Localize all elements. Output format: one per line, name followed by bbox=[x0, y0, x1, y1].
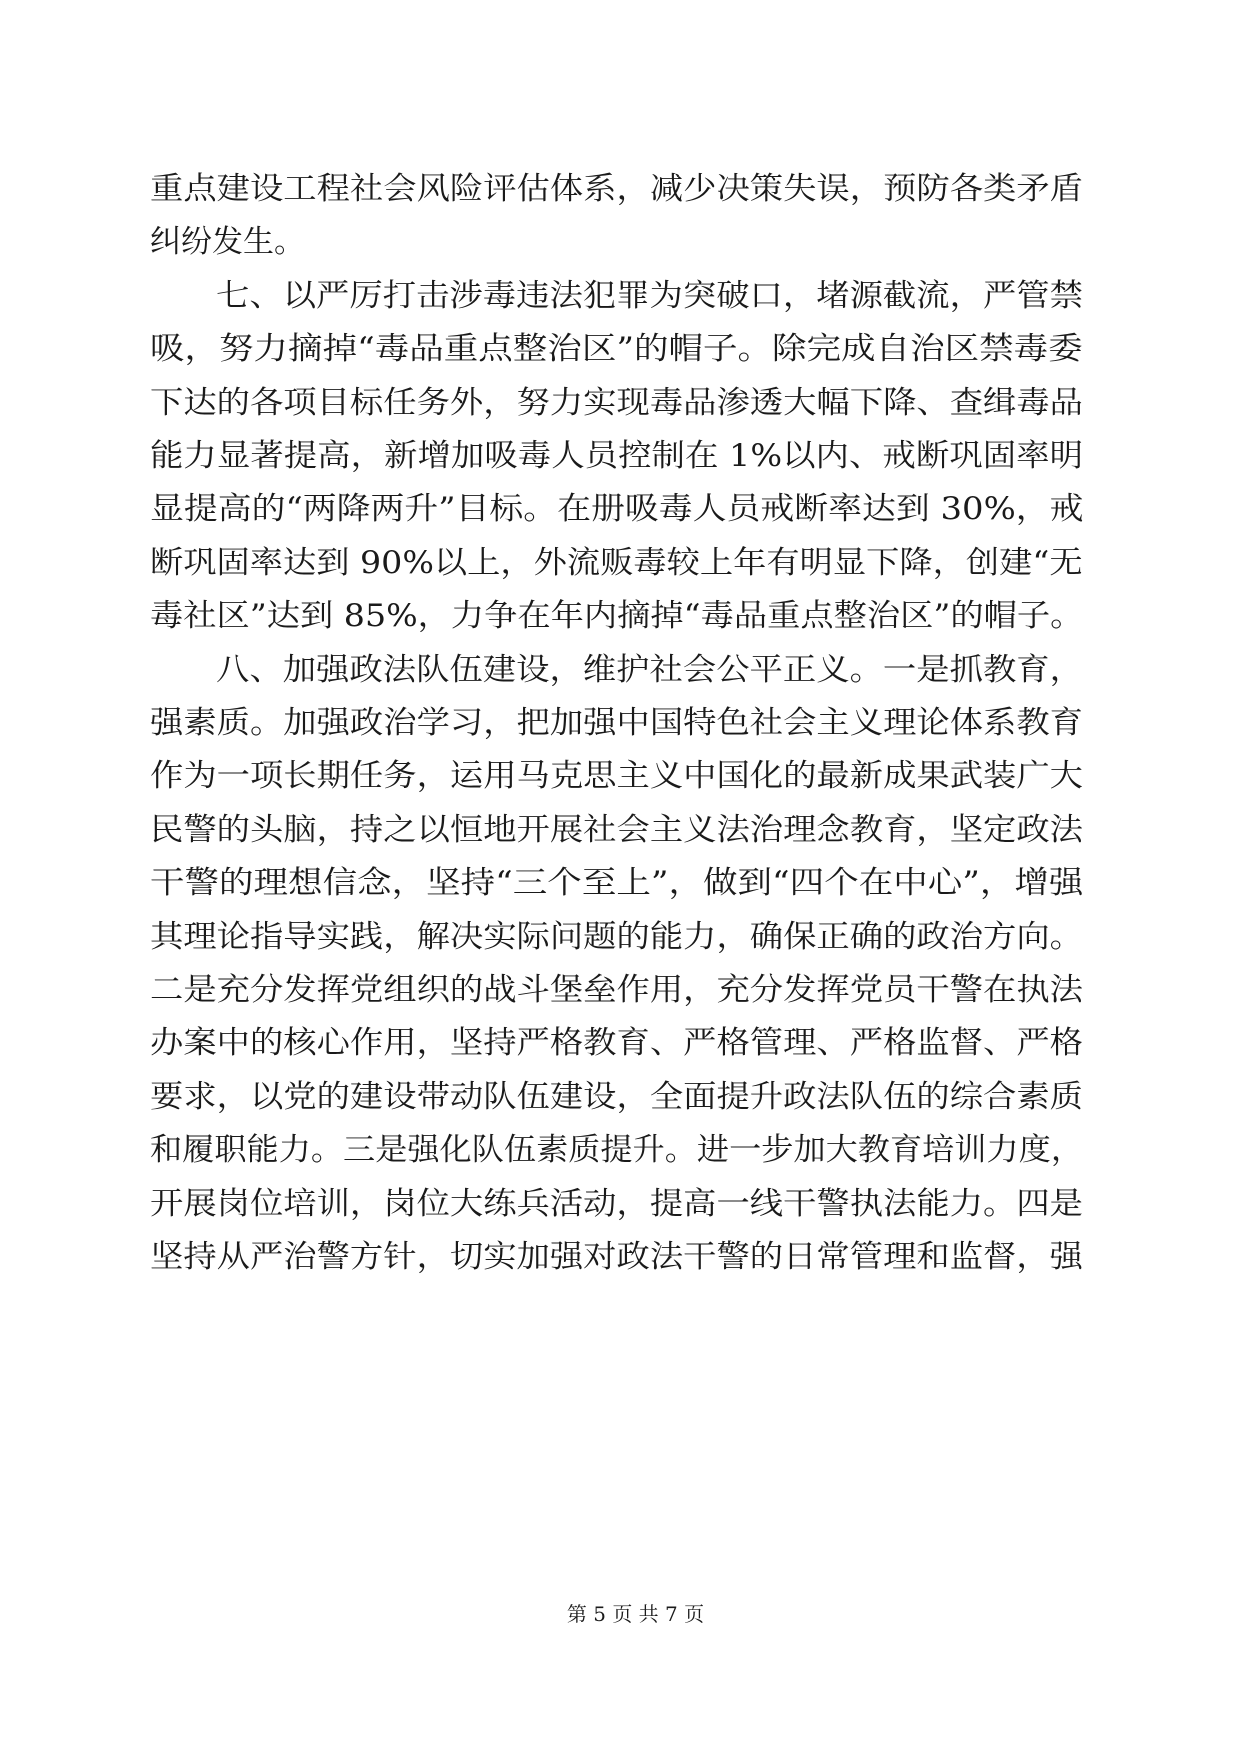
text-line: 纠纷发生。 bbox=[150, 224, 305, 261]
text-line: 吸，努力摘掉“毒品重点整治区”的帽子。除完成自治区禁毒委 bbox=[150, 331, 1083, 368]
text-line: 办案中的核心作用，坚持严格教育、严格管理、严格监督、严格 bbox=[150, 1025, 1083, 1062]
text-line: 民警的头脑，持之以恒地开展社会主义法治理念教育，坚定政法 bbox=[150, 811, 1083, 848]
text-line: 能力显著提高，新增加吸毒人员控制在 1%以内、戒断巩固率明 bbox=[150, 438, 1084, 474]
text-line: 断巩固率达到 90%以上，外流贩毒较上年有明显下降，创建“无 bbox=[150, 544, 1083, 581]
text-line: 八、加强政法队伍建设，维护社会公平正义。一是抓教育， bbox=[216, 651, 1083, 688]
text-line: 毒社区”达到 85%，力争在年内摘掉“毒品重点整治区”的帽子。 bbox=[150, 598, 1084, 635]
text-line: 坚持从严治警方针，切实加强对政法干警的日常管理和监督，强 bbox=[150, 1239, 1083, 1275]
text-line: 重点建设工程社会风险评估体系，减少决策失误，预防各类矛盾 bbox=[150, 171, 1083, 207]
text-line: 其理论指导实践，解决实际问题的能力，确保正确的政治方向。 bbox=[150, 918, 1083, 955]
page-footer: 第 5 页 共 7 页 bbox=[566, 1602, 705, 1626]
text-line: 干警的理想信念，坚持“三个至上”，做到“四个在中心”，增强 bbox=[150, 865, 1084, 902]
text-line: 显提高的“两降两升”目标。在册吸毒人员戒断率达到 30%，戒 bbox=[150, 491, 1084, 528]
text-line: 二是充分发挥党组织的战斗堡垒作用，充分发挥党员干警在执法 bbox=[150, 972, 1083, 1008]
text-line: 要求，以党的建设带动队伍建设，全面提升政法队伍的综合素质 bbox=[150, 1078, 1083, 1115]
text-line: 作为一项长期任务，运用马克思主义中国化的最新成果武装广大 bbox=[150, 758, 1083, 795]
text-line: 和履职能力。三是强化队伍素质提升。进一步加大教育培训力度， bbox=[150, 1132, 1083, 1169]
text-line: 开展岗位培训，岗位大练兵活动，提高一线干警执法能力。四是 bbox=[150, 1185, 1083, 1222]
text-line: 七、以严厉打击涉毒违法犯罪为突破口，堵源截流，严管禁 bbox=[216, 277, 1083, 314]
text-line: 下达的各项目标任务外，努力实现毒品渗透大幅下降、查缉毒品 bbox=[150, 384, 1083, 421]
text-line: 强素质。加强政治学习，把加强中国特色社会主义理论体系教育 bbox=[150, 705, 1083, 741]
